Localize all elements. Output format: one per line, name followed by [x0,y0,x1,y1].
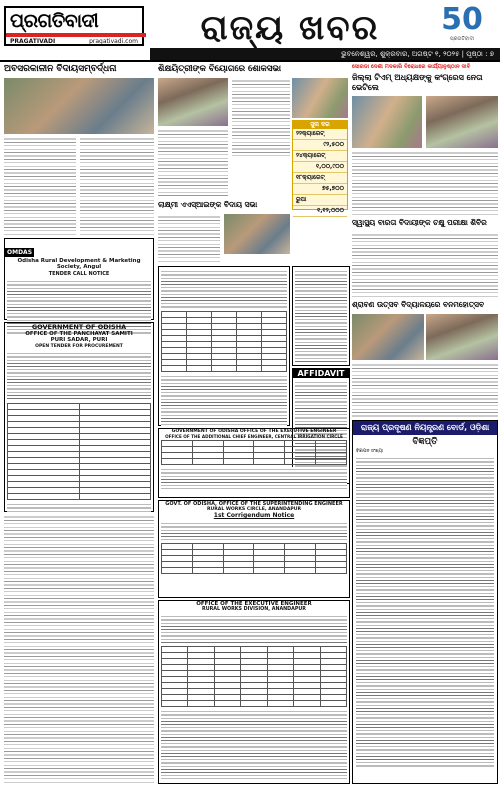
story-photo [426,96,498,148]
notice-body-text [4,514,154,784]
board-body-text [356,456,494,768]
story-headline: ଅବସରକାଳୀନ ବିଦାୟସମ୍ବର୍ଦ୍ଧନା [4,64,117,74]
omdas-tender-ad[interactable] [4,238,154,320]
story-body-text [4,136,76,236]
story-headline: ଶ୍ରାବଣ ଉତ୍ସବ ବିଦ୍ୟାଳୟରେ ବନମହୋତ୍ସବ [352,300,485,309]
govt-tender-ad[interactable] [4,322,154,512]
gold-rate-row [293,184,347,195]
irrigation-subtitle: OFFICE OF THE ADDITIONAL CHIEF ENGINEER, CENTRAL IRRIGATION CIRCLE [165,434,343,439]
irrigation-notice[interactable] [158,428,350,498]
board-title: ରାଜ୍ୟ ପ୍ରଦୂଷଣ ନିୟନ୍ତ୍ରଣ ବୋର୍ଡ, ଓଡ଼ିଶା [353,421,497,435]
gold-rate-row [293,206,347,217]
notice-body-text [161,467,347,489]
dateline: ଭୁବନେଶ୍ୱର, ଶୁକ୍ରବାର, ଅଗଷ୍ଟ ୧, ୨୦୨୫ | ପୃଷ୍ଠା : ୭ [150,48,500,60]
gold-rate-row [293,140,347,151]
govt-place: PURI SADAR, PURI [50,337,108,343]
irrigation-table [161,440,347,465]
notice-body-text [161,709,347,779]
notice-table [161,311,287,372]
govt-title: GOVERNMENT OF ODISHA [31,323,127,331]
gold-rate-title: ସୁନା ଦର [293,121,347,129]
logo-url: pragativadi.com [89,38,138,45]
story-photo [352,314,424,360]
gold-rate-value: ୭୫,୭୦୦ [321,185,344,192]
story-body-text [352,232,498,298]
notice-body-text [161,269,287,309]
story-headline: ଜିଲ୍ଲା ଟିଏମ୍ ଅଧ୍ୟକ୍ଷଙ୍କୁ କଂଗ୍ରେସ ନେତା ଭେଟିଲେ [352,73,483,92]
classifieds-box[interactable] [292,266,350,366]
gold-rate-value: ୯୨,୫୦୦ [323,141,344,148]
anniversary-badge [430,4,494,48]
corrigendum-heading: 1st Corrigendum Notice [213,512,295,519]
tender-heading: OPEN TENDER FOR PROCUREMENT [35,344,123,349]
story-body-text [158,214,220,264]
gold-rate-label: ୨୪କ୍ୟାରେଟ୍ [296,152,326,159]
ad-body-text [7,351,151,401]
gold-rate-row [293,162,347,173]
affidavit-title: AFFIDAVIT [293,369,349,378]
gold-rate-row [293,195,347,206]
se-subtitle: RURAL WORKS CIRCLE, ANANDAPUR [206,507,302,512]
story-photo [352,96,422,148]
omdas-subtitle: TENDER CALL NOTICE [48,271,110,277]
irrigation-title: GOVERNMENT OF ODISHA OFFICE OF THE EXECUTIVE ENGINEER [171,429,337,434]
omdas-tag: OMDAS [7,249,33,256]
notice-body-text [161,374,287,426]
story-headline: ସ୍ୱାସ୍ଥ୍ୟ ବାରତା ବିଦାୟୀଙ୍କ ଚକ୍ଷୁ ପରୀକ୍ଷା ଶିବିର [352,218,487,227]
board-subtitle: ବିଜ୍ଞପ୍ତି [412,437,438,447]
story-headline: ଲାକ୍ଷ୍ମୀ ଏଏସ୍‌ଆଇଙ୍କ ବିଦାୟ ସଭା [158,200,258,209]
tender-table [7,403,151,500]
omdas-title: Odisha Rural Development & Marketing Society, Angul [17,258,141,270]
anniversary-caption: ପ୍ରଗତିବାଦୀ [449,36,474,42]
notice-body-text [161,521,347,541]
story-body-text [232,78,290,156]
story-photo [158,78,228,126]
se-title: GOVT. OF ODISHA, OFFICE OF THE SUPERINTENDING ENGINEER [165,501,343,507]
logo-underline [6,33,146,37]
ee-subtitle: RURAL WORKS DIVISION, ANANDAPUR [202,607,306,612]
story-body-text [352,150,498,216]
board-reference: ବିଜ୍ଞାପନ ସଂଖ୍ୟା [356,449,384,454]
pollution-board-notice[interactable] [352,420,498,784]
story-body-text [158,128,228,198]
corrigendum-notice[interactable] [158,500,350,598]
story-body-text [352,362,498,418]
gold-rate-value: ୧,୧୨,୦୦୦ [317,207,344,214]
story-photo [426,314,498,360]
story-photo [292,78,348,118]
logo-wordmark: ପ୍ରଗତିବାଦୀ [10,10,99,32]
ee-table [161,646,347,707]
gold-rate-label: ୧୮କ୍ୟାରେଟ୍ [296,174,325,181]
story-kicker: ସୋରଡା ଦେଶୀ ମଦକାରି ବିରୋଧରେ କାର୍ଯ୍ୟାନୁଷ୍ଠାନ ଦାବି [352,64,471,70]
central-notice[interactable] [158,266,290,426]
story-photo [224,214,290,254]
gold-rate-value: ୧,୦୦,୯୦୦ [315,163,344,170]
executive-engineer-notice[interactable] [158,600,350,784]
gold-rate-row [293,173,347,184]
story-body-text [80,136,154,236]
story-headline: ଶିକ୍ଷୟିତ୍ରୀଙ୍କ ବିୟୋଗରେ ଶୋକସଭା [158,64,282,74]
gold-rate-label: ୨୨କ୍ୟାରେଟ୍ [296,130,325,137]
gold-rate-label: ରୁପା [296,196,307,203]
notice-body-text [161,614,347,644]
gold-rate-row [293,151,347,162]
section-title: ରାଜ୍ୟ ଖବର [200,8,380,48]
govt-subtitle: OFFICE OF THE PANCHAYAT SAMITI [25,331,133,337]
gold-rate-row [293,129,347,140]
logo-subtitle: PRAGATIVADI [10,38,56,45]
classified-text [295,269,347,363]
story-photo [4,78,154,134]
ee-title: OFFICE OF THE EXECUTIVE ENGINEER [196,601,312,607]
masthead [0,0,500,62]
newspaper-logo[interactable] [4,6,144,46]
anniversary-number: 50 [441,2,483,37]
corrigendum-table [161,543,347,574]
gold-rate-box [292,120,348,214]
